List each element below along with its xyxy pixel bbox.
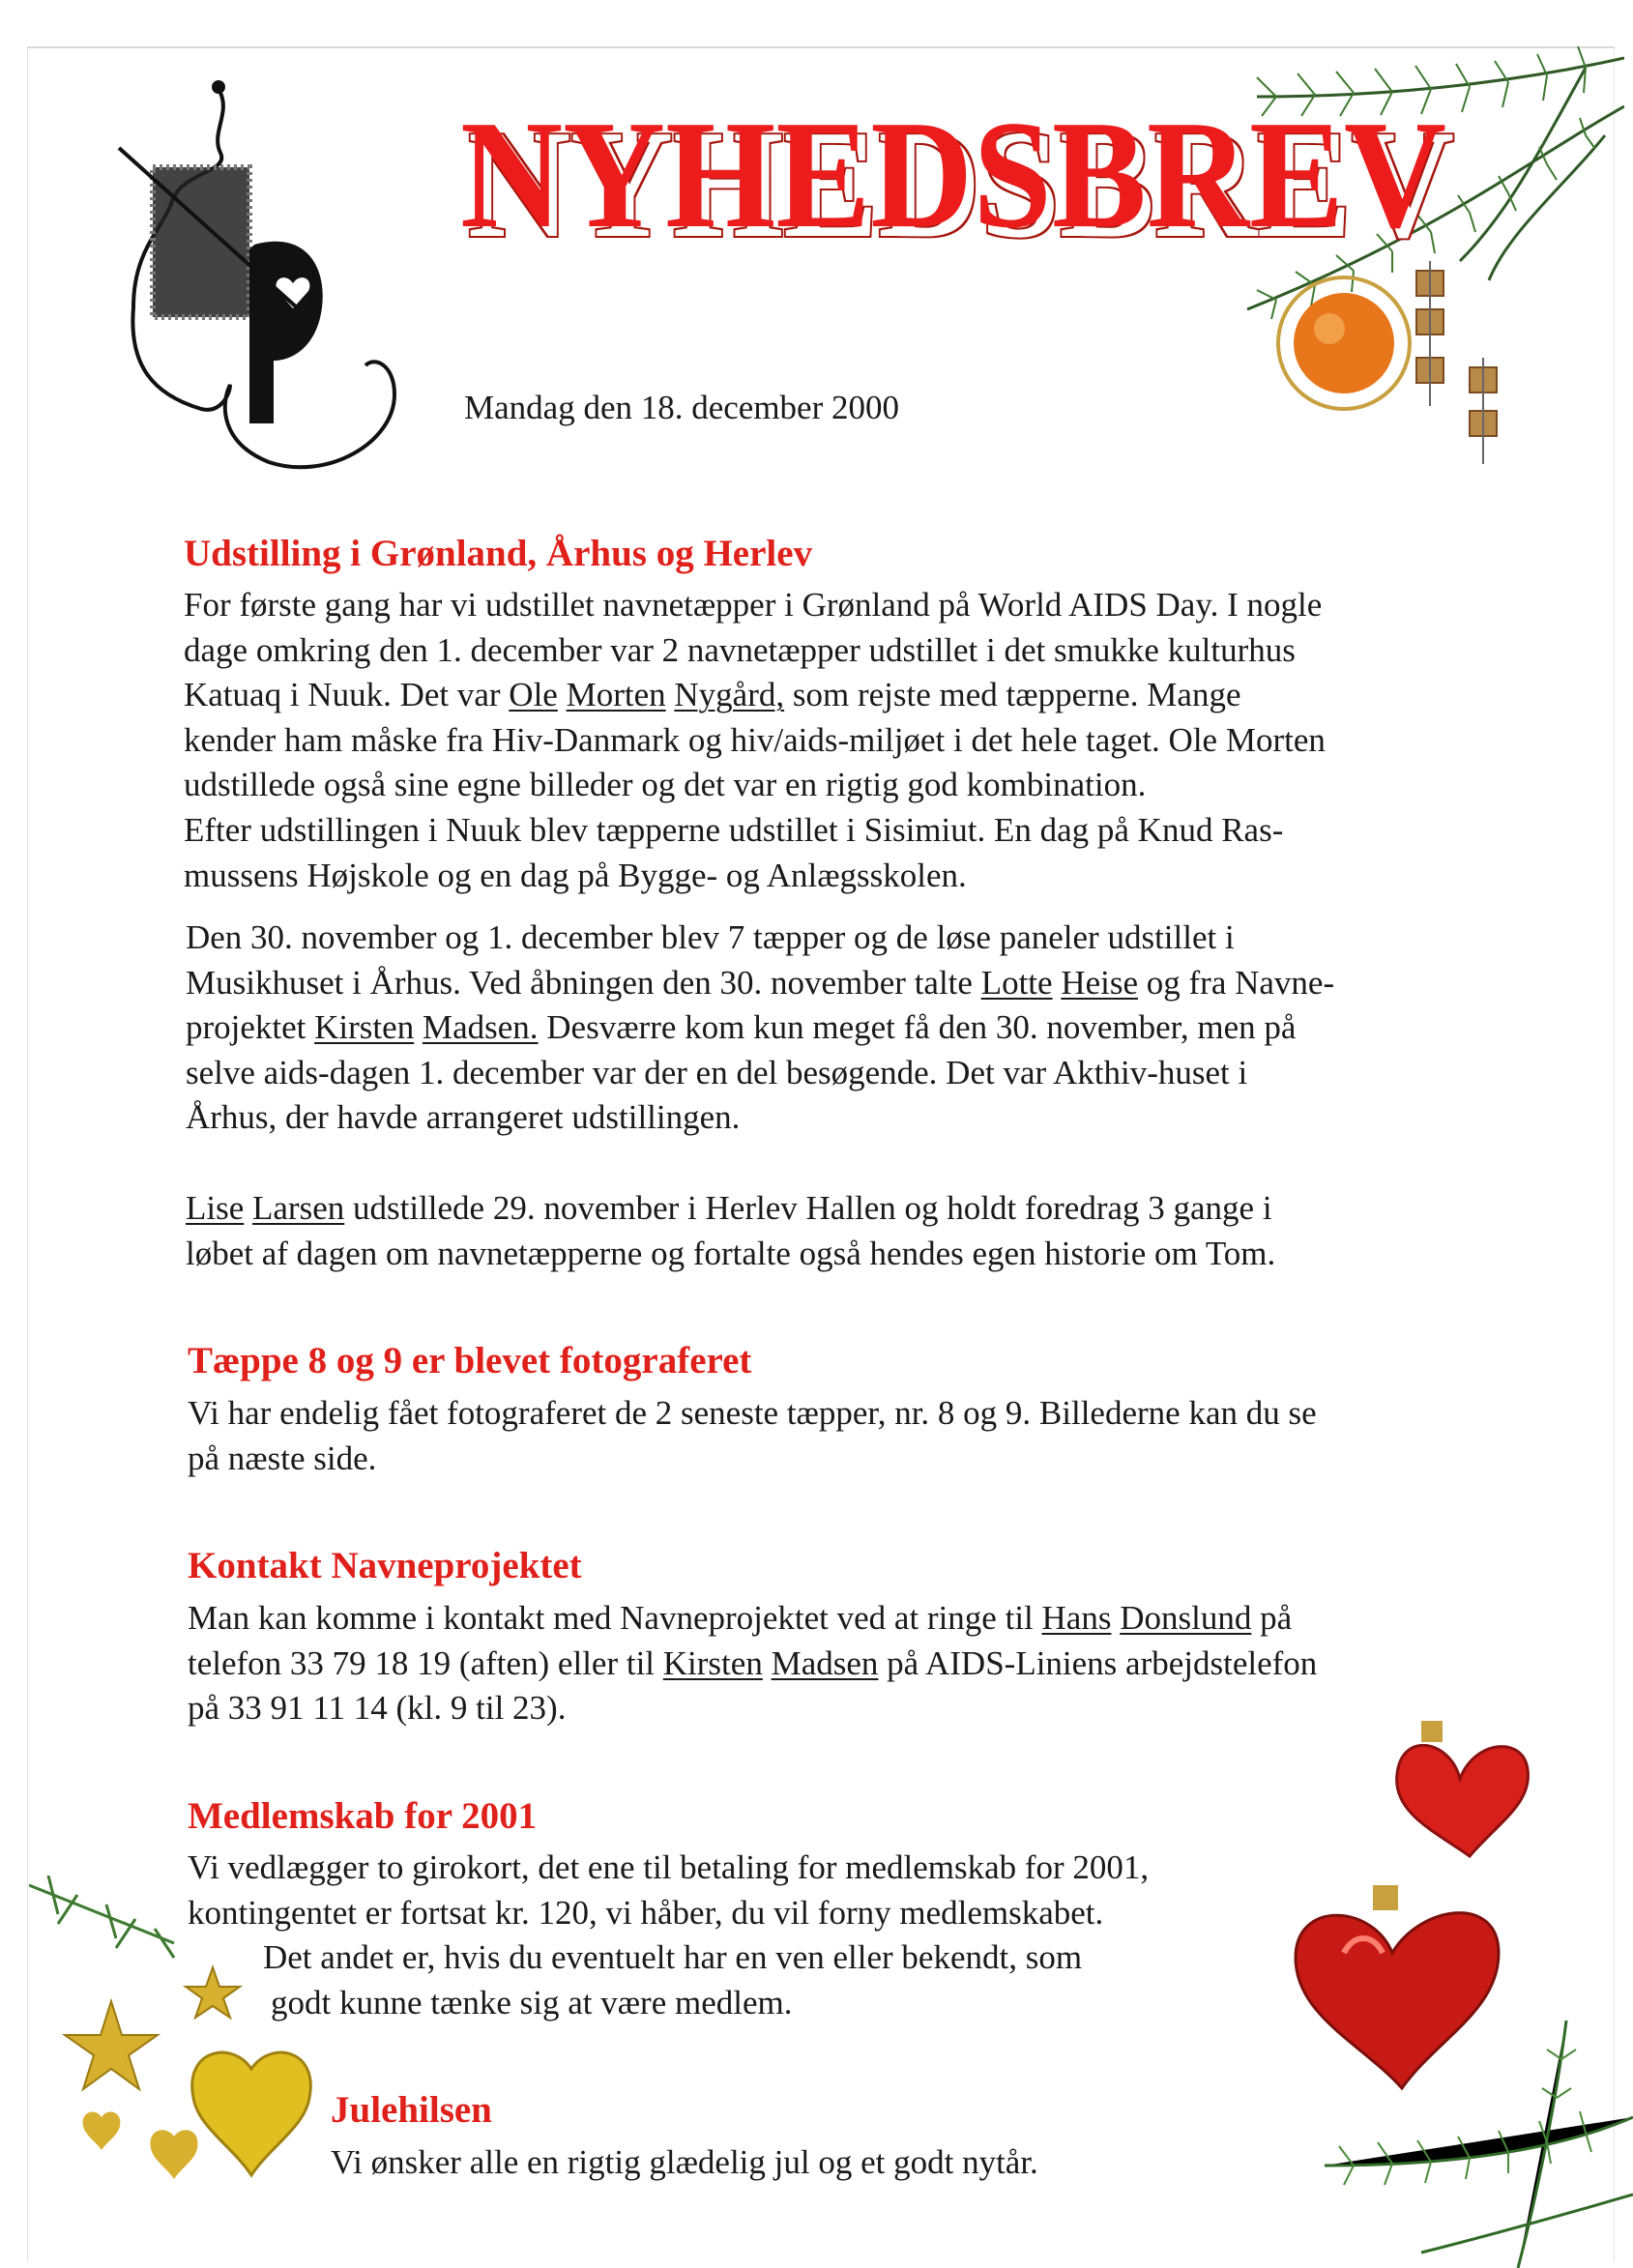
text-line <box>188 1437 1317 1482</box>
underlined-name: Madsen <box>771 1643 879 1682</box>
section-paragraph <box>184 583 1326 898</box>
section-paragraph <box>186 916 1334 1141</box>
underlined-name: Lise <box>186 1189 245 1227</box>
np-logo <box>75 75 404 481</box>
text-segment: selve aids-dagen 1. december var der en del besøgende. Det var Akthiv-huset i <box>186 1053 1248 1091</box>
text-segment: Vi ønsker alle en rigtig glædelig jul og et godt nytår. <box>331 2143 1038 2181</box>
section-heading: Tæppe 8 og 9 er blevet fotograferet <box>188 1340 752 1381</box>
text-segment <box>558 676 567 713</box>
text-segment <box>414 1008 423 1046</box>
text-segment: Århus, der havde arrangeret udstillingen. <box>186 1098 741 1137</box>
text-segment <box>763 1644 772 1682</box>
text-segment: mussens Højskole og en dag på Bygge- og Anlægsskolen. <box>184 856 967 894</box>
underlined-name: Morten <box>566 676 666 714</box>
text-line <box>184 583 1326 628</box>
underlined-name: Ole <box>509 676 558 714</box>
underlined-name: Madsen. <box>422 1008 539 1047</box>
text-segment: på 33 91 11 14 (kl. 9 til 23). <box>188 1689 567 1728</box>
underlined-name: Lotte <box>980 963 1053 1002</box>
text-segment: Det andet er, hvis du eventuelt har en ven eller bekendt, som <box>263 1938 1083 1977</box>
text-line <box>188 1846 1149 1891</box>
gold-stars-hearts-ornament-image <box>29 1875 319 2195</box>
underlined-name: Nygård, <box>674 676 785 714</box>
text-segment: på næste side. <box>188 1439 377 1477</box>
text-segment: telefon 33 79 18 19 (aften) eller til <box>188 1643 663 1682</box>
text-segment <box>244 1189 252 1227</box>
text-segment: udstillede 29. november i Herlev Hallen og holdt foredrag 3 gange i <box>344 1189 1272 1227</box>
issue-date: Mandag den 18. december 2000 <box>464 389 899 426</box>
text-segment: Vi har endelig fået fotograferet de 2 seneste tæpper, nr. 8 og 9. Billederne kan du se <box>188 1394 1317 1432</box>
pine-branch-ornament-image <box>1218 39 1624 474</box>
newsletter-title <box>454 116 1479 251</box>
text-segment: som rejste med tæpperne. Mange <box>784 676 1241 714</box>
text-segment: på AIDS-Liniens arbejdstelefon <box>878 1643 1318 1682</box>
section-heading: Julehilsen <box>331 2089 492 2131</box>
text-segment: dage omkring den 1. december var 2 navnetæpper udstillet i det smukke kulturhus <box>184 630 1296 669</box>
text-segment: Vi vedlægger to girokort, det ene til betaling for medlemskab for 2001, <box>188 1848 1150 1886</box>
section-paragraph <box>186 1186 1275 1276</box>
text-segment: Katuaq i Nuuk. Det var <box>184 676 510 714</box>
text-line <box>186 1005 1334 1051</box>
underlined-name: Larsen <box>252 1189 345 1227</box>
text-line <box>184 718 1326 764</box>
text-segment: på <box>1251 1599 1293 1637</box>
underlined-name: Heise <box>1061 963 1139 1002</box>
text-line <box>188 1596 1317 1642</box>
text-line <box>188 1935 1149 1981</box>
text-segment: kontingentet er fortsat kr. 120, vi håber, du vil forny medlemskabet. <box>188 1893 1104 1932</box>
text-line <box>184 763 1326 808</box>
title-text: NYHEDSBREV <box>460 116 1446 251</box>
underlined-name: Donslund <box>1120 1599 1252 1637</box>
text-line <box>186 1095 1334 1141</box>
section-paragraph <box>188 1846 1149 2025</box>
underlined-name: Kirsten <box>314 1008 415 1047</box>
text-line <box>186 1232 1275 1277</box>
section-paragraph <box>188 1391 1317 1481</box>
text-segment: Den 30. november og 1. december blev 7 tæpper og de løse paneler udstillet i <box>186 918 1235 956</box>
text-line <box>188 1391 1317 1437</box>
text-segment: udstillede også sine egne billeder og det var en rigtig god kombination. <box>184 766 1147 804</box>
section-paragraph <box>188 1596 1317 1731</box>
text-segment <box>1111 1599 1120 1637</box>
text-line <box>188 1642 1317 1687</box>
text-line <box>188 1981 1149 2026</box>
text-line <box>184 854 1326 899</box>
section-heading: Medlemskab for 2001 <box>188 1795 538 1837</box>
text-line <box>184 673 1326 718</box>
text-line <box>188 1686 1317 1731</box>
underlined-name: Hans <box>1041 1599 1112 1637</box>
text-segment: Efter udstillingen i Nuuk blev tæpperne udstillet i Sisimiut. En dag på Knud Ras- <box>184 810 1284 849</box>
text-segment: Musikhuset i Århus. Ved åbningen den 30. november talte <box>186 963 981 1002</box>
text-segment: og fra Navne- <box>1138 963 1335 1002</box>
text-segment: For første gang har vi udstillet navnetæpper i Grønland på World AIDS Day. I nogle <box>184 586 1323 624</box>
text-line <box>188 1891 1149 1936</box>
text-line <box>331 2140 1038 2186</box>
text-line <box>186 961 1334 1006</box>
text-segment: Man kan komme i kontakt med Navneprojektet ved at ringe til <box>188 1599 1042 1637</box>
underlined-name: Kirsten <box>662 1643 763 1682</box>
text-line <box>186 1051 1334 1096</box>
text-line <box>186 916 1334 961</box>
text-line <box>184 808 1326 854</box>
text-line <box>186 1186 1275 1232</box>
text-segment: kender ham måske fra Hiv-Danmark og hiv/aids-miljøet i det hele taget. Ole Morten <box>184 720 1326 759</box>
text-segment: godt kunne tænke sig at være medlem. <box>271 1983 793 2021</box>
text-segment: Desværre kom kun meget få den 30. november, men på <box>538 1008 1297 1047</box>
text-line <box>184 628 1326 674</box>
red-heart-ornaments-image <box>1228 1711 1633 2268</box>
section-heading: Udstilling i Grønland, Århus og Herlev <box>184 533 813 574</box>
section-paragraph <box>331 2140 1038 2186</box>
text-segment: projektet <box>186 1008 315 1047</box>
text-segment: løbet af dagen om navnetæpperne og fortalte også hendes egen historie om Tom. <box>186 1234 1276 1272</box>
section-heading: Kontakt Navneprojektet <box>188 1545 582 1586</box>
